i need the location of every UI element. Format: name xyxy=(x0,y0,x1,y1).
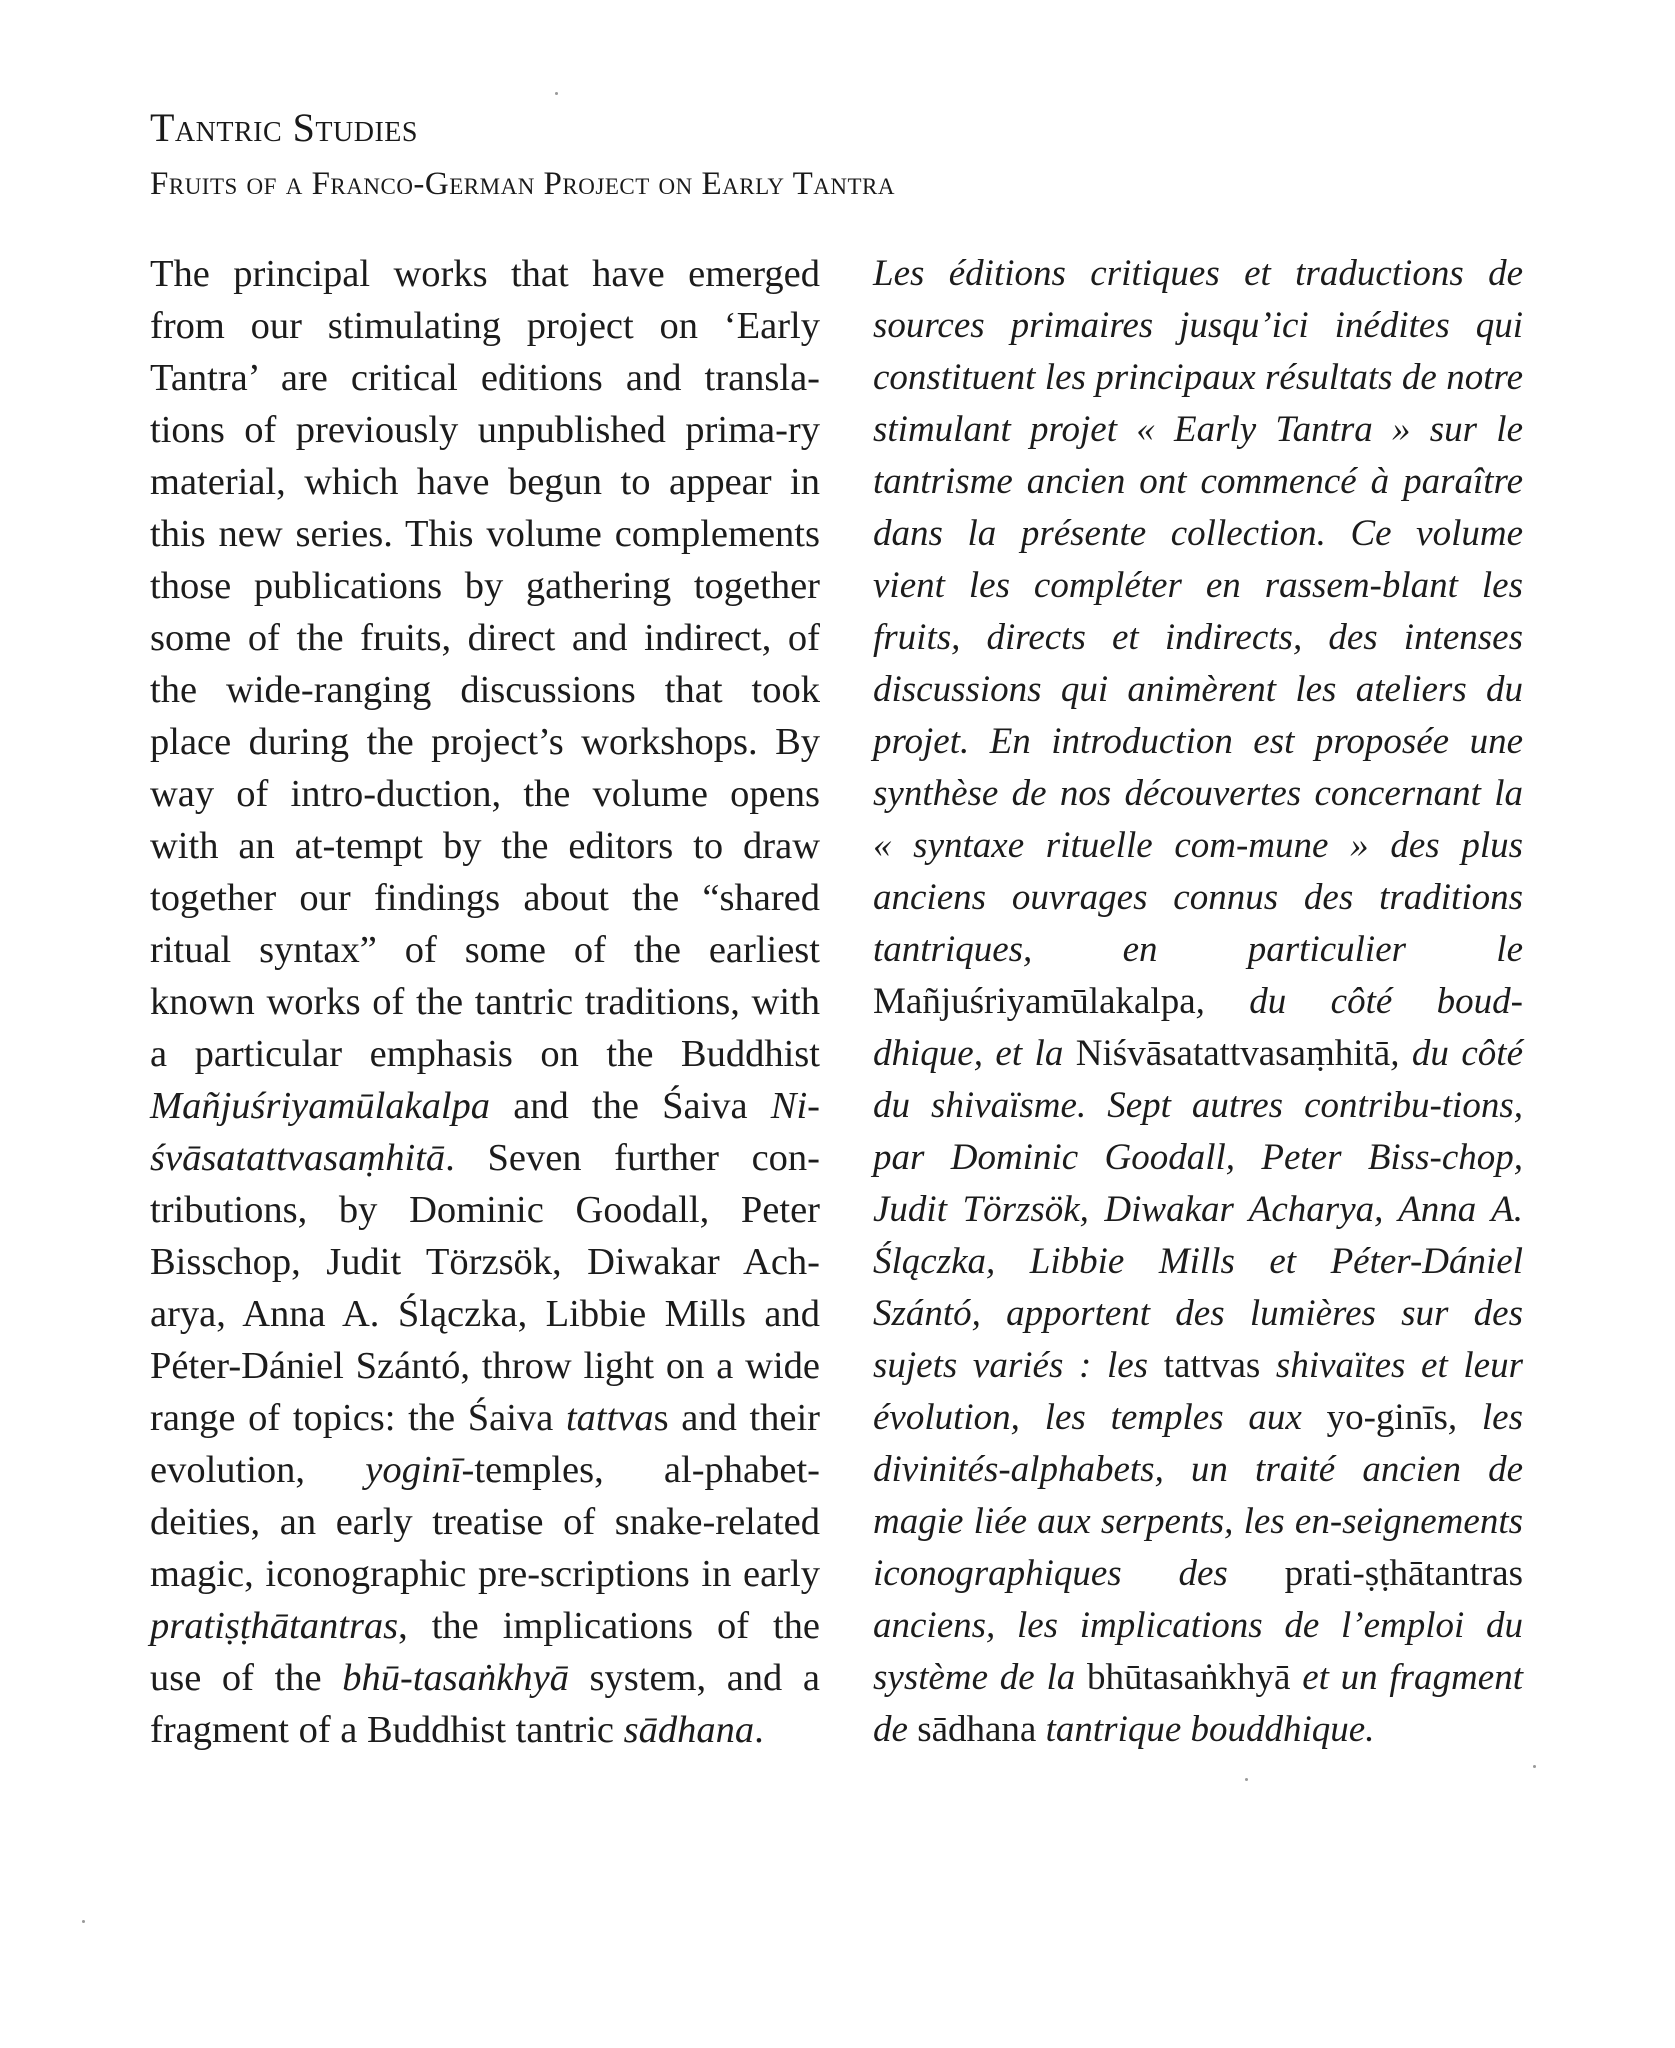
french-text-segment: , du côté boud-dhique, et la xyxy=(873,981,1523,1074)
english-text-segment: and the Śaiva xyxy=(490,1085,771,1127)
french-text-segment: , les divinités-alphabets, un traité ancien de magie liée aux serpents, les en-seignements iconographiques des xyxy=(873,1397,1524,1594)
english-text-segment: , the implications of the use of the xyxy=(150,1605,820,1699)
scan-speck xyxy=(555,92,558,95)
french-text-segment: anciens, les implications de l’emploi du système de la xyxy=(873,1605,1523,1698)
french-upright-term: Mañjuśriyamūlakalpa xyxy=(873,981,1196,1022)
english-text-segment: . xyxy=(754,1709,764,1751)
english-italic-term: pratiṣṭhātantras xyxy=(150,1605,399,1647)
english-italic-term: bhū-tasaṅkhyā xyxy=(342,1657,569,1699)
english-italic-term: sādhana xyxy=(623,1709,755,1751)
french-text-segment: Les éditions critiques et traductions de sources primaires jusqu’ici inédites qui constituent les principaux résultats de notre stimulant projet « Early Tantra » sur le tantrisme ancien ont commencé à paraître dans la présente collection. Ce volume vient les compléter en rassem-blant les fruits, directs et indirects, des intenses discussions qui animèrent les ateliers du projet. En introduction est proposée une synthèse de nos découvertes concernant la « syntaxe rituelle com-mune » des plus anciens ouvrages connus des traditions tantriques, en particulier le xyxy=(873,253,1523,970)
scan-speck xyxy=(1245,1778,1248,1781)
english-italic-term: Ni-śvāsatattvasaṃhitā xyxy=(150,1085,820,1179)
french-upright-term: prati-ṣṭhātantras xyxy=(1284,1553,1523,1594)
scan-speck xyxy=(1533,1765,1536,1768)
french-blurb-column xyxy=(873,248,1523,1756)
series-title: Tantric Studies xyxy=(150,105,418,150)
english-blurb-column xyxy=(150,248,820,1756)
english-italic-term: yoginī xyxy=(365,1449,462,1491)
english-text-segment: s and their evolution, xyxy=(150,1397,820,1491)
english-text-segment: The principal works that have emerged from our stimulating project on ‘Early Tantra’ are critical editions and transla-tions of previously unpublished prima-ry material, which have begun to appear in this new series. This volume complements those publications by gathering together some of the fruits, direct and indirect, of the wide-ranging discussions that took place during the project’s workshops. By way of intro-duction, the volume opens with an at-tempt by the editors to draw together our findings about the “shared ritual syntax” of some of the earliest known works of the tantric traditions, with a particular emphasis on the Buddhist xyxy=(150,253,820,1075)
french-text-segment: et un fragment de xyxy=(873,1657,1523,1750)
series-heading xyxy=(150,100,895,212)
french-text-segment: tantrique bouddhique. xyxy=(1036,1709,1375,1750)
french-upright-term: tattvas xyxy=(1163,1345,1261,1386)
french-upright-term: Niśvāsatattvasaṃhitā xyxy=(1075,1033,1391,1074)
french-upright-term: sādhana xyxy=(917,1709,1037,1750)
english-text-segment: system, and a fragment of a Buddhist tantric xyxy=(150,1657,820,1751)
english-italic-term: tattva xyxy=(565,1397,654,1439)
french-upright-term: bhūtasaṅkhyā xyxy=(1087,1657,1291,1698)
english-blurb-paragraph xyxy=(150,248,820,1756)
scan-speck xyxy=(82,1920,85,1923)
english-text-segment: . Seven further con-tributions, by Dominic Goodall, Peter Bisschop, Judit Törzsök, Diwakar Ach-arya, Anna A. Ślączka, Libbie Mills and Péter-Dániel Szántó, throw light on a wide range of topics: the Śaiva xyxy=(150,1137,820,1439)
series-subtitle: Fruits of a Franco-German Project on Early Tantra xyxy=(150,166,895,202)
french-text-segment: shivaïtes et leur évolution, les temples aux xyxy=(873,1345,1523,1438)
english-text-segment: -temples, al-phabet-deities, an early treatise of snake-related magic, iconographic pre-scriptions in early xyxy=(150,1449,820,1595)
french-text-segment: , du côté du shivaïsme. Sept autres contribu-tions, par Dominic Goodall, Peter Biss-chop, Judit Törzsök, Diwakar Acharya, Anna A. Ślączka, Libbie Mills et Péter-Dániel Szántó, apportent des lumières sur des sujets variés : les xyxy=(873,1033,1523,1386)
english-italic-term: Mañjuśriyamūlakalpa xyxy=(150,1085,491,1127)
french-blurb-paragraph xyxy=(873,248,1523,1756)
french-upright-term: yo-ginīs xyxy=(1326,1397,1448,1438)
